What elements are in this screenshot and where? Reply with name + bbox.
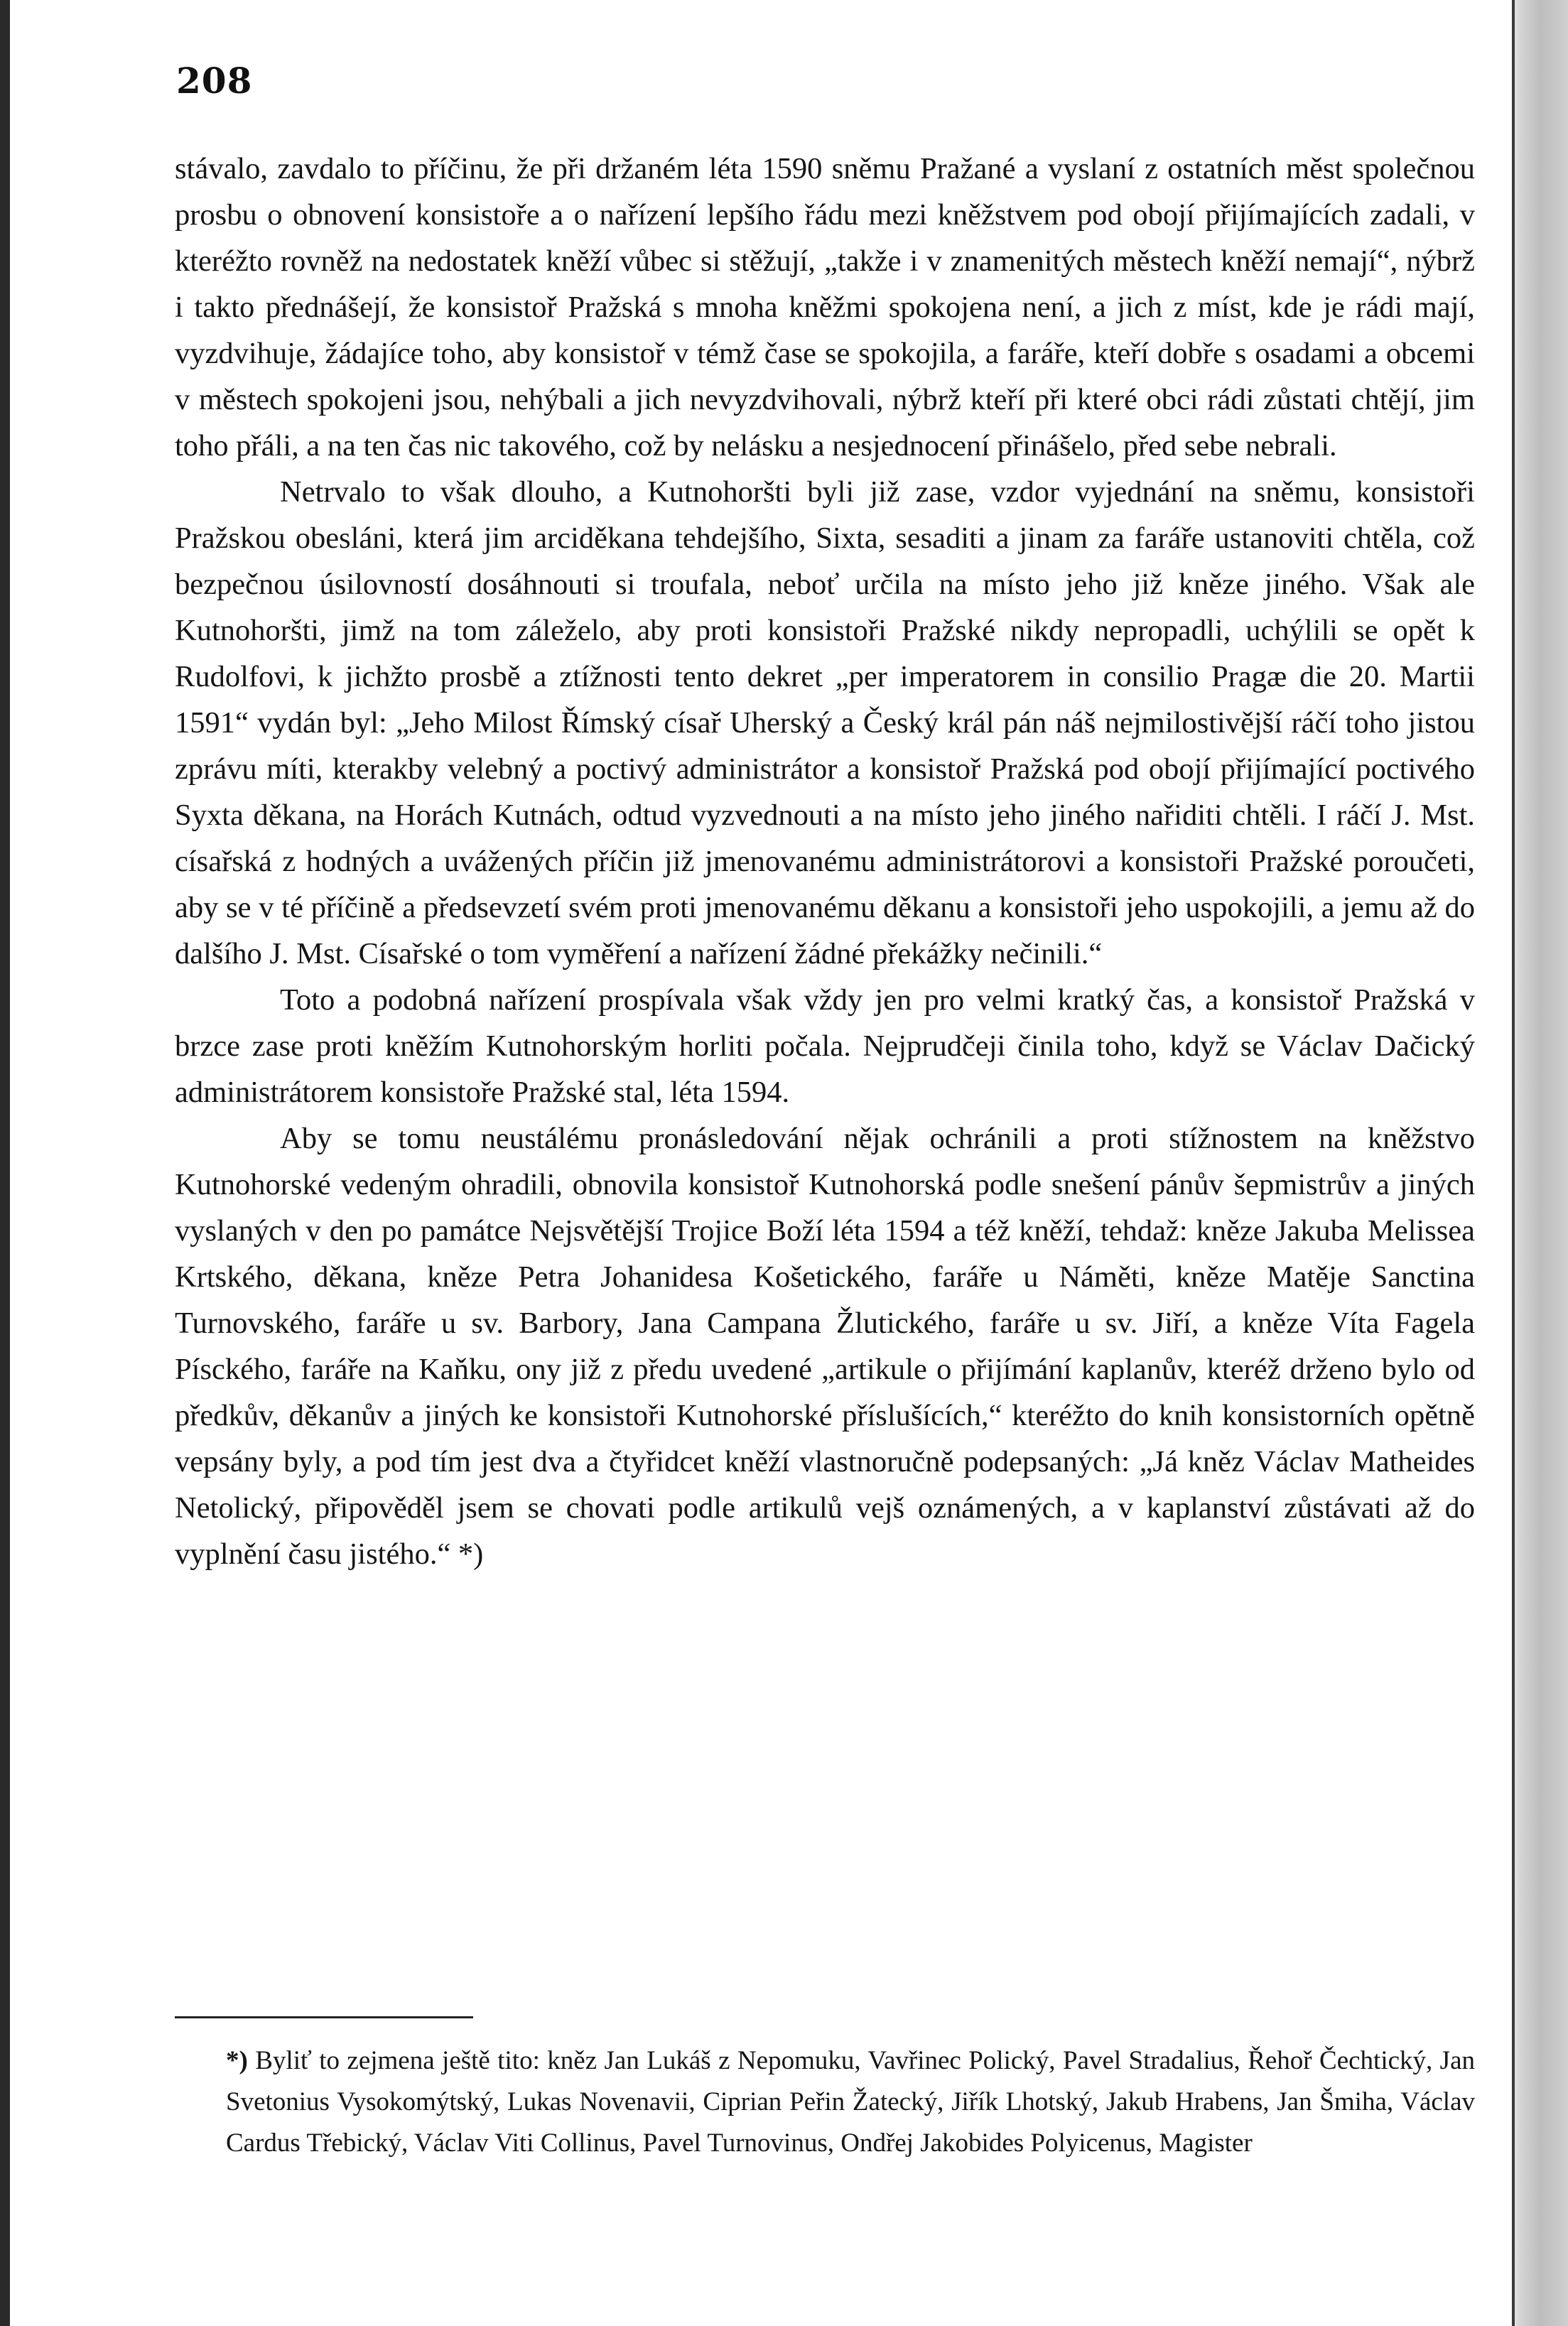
footnote bbox=[226, 2040, 1475, 2164]
footnote-divider bbox=[175, 2016, 473, 2018]
scan-left-edge bbox=[0, 0, 10, 2326]
paragraph-3: Toto a podobná nařízení prospívala však vždy jen pro velmi kratký čas, a konsistoř Pražská v brzce zase proti kněžím Kutnohorským horliti počala. Nejprudčeji činila toho, když se Václav Dačický administrátorem konsistoře Pražské stal, léta 1594. bbox=[175, 983, 1475, 1109]
footnote-marker: *) bbox=[226, 2046, 248, 2075]
footnote-text: Byliť to zejmena ještě tito: kněz Jan Lukáš z Nepomuku, Vavřinec Polický, Pavel Stradalius, Řehoř Čechtický, Jan Svetonius Vysokomýtský, Lukas Novenavii, Ciprian Peřin Žatecký, Jiřík Lhotský, Jakub Hrabens, Jan Šmiha, Václav Cardus Třebický, Václav Viti Collinus, Pavel Turnovinus, Ondřej Jakobides Polyicenus, Magister bbox=[226, 2046, 1476, 2158]
paragraph-2: Netrvalo to však dlouho, a Kutnohoršti byli již zase, vzdor vyjednání na sněmu, konsistoři Pražskou obesláni, která jim arciděkana tehdejšího, Sixta, sesaditi a jinam za faráře ustanoviti chtěla, což bezpečnou úsilovností dosáhnouti si troufala, neboť určila na místo jeho již kněze jiného. Však ale Kutnohoršti, jimž na tom záleželo, aby proti konsistoři Pražské nikdy nepropadli, uchýlili se opět k Rudolfovi, k jichžto prosbě a ztížnosti tento dekret „per imperatorem in consilio Pragæ die 20. Martii 1591“ vydán byl: „Jeho Milost Římský císař Uherský a Český král pán náš nejmilostivější ráčí toho jistou zprávu míti, kterakby velebný a poctivý administrátor a konsistoř Pražská pod obojí přijímající poctivého Syxta děkana, na Horách Kutnách, odtud vyzvednouti a na místo jeho jiného nařiditi chtěli. I ráčí J. Mst. císařská z hodných a uvážených příčin již jmenovanému administrátorovi a konsistoři Pražské poroučeti, aby se v té příčině a předsevzetí svém proti jmenovanému děkanu a konsistoři jeho uspokojili, a jemu až do dalšího J. Mst. Císařské o tom vyměření a nařízení žádné překážky nečinili.“ bbox=[175, 475, 1475, 970]
paragraph-4: Aby se tomu neustálému pronásledování nějak ochránili a proti stížnostem na kněžstvo Kutnohorské vedeným ohradili, obnovila konsistoř Kutnohorská podle snešení pánův šepmistrův a jiných vyslaných v den po památce Nejsvětější Trojice Boží léta 1594 a též kněží, tehdaž: kněze Jakuba Melissea Krtského, děkana, kněze Petra Johanidesa Košetického, faráře u Náměti, kněze Matěje Sanctina Turnovského, faráře u sv. Barbory, Jana Campana Žlutického, faráře u sv. Jiří, a kněze Víta Fagela Písckého, faráře na Kaňku, ony již z předu uvedené „artikule o přijímání kaplanův, kteréž drženo bylo od předkův, děkanův a jiných ke konsistoři Kutnohorské příslušících,“ kteréžto do knih konsistorních opětně vepsány byly, a pod tím jest dva a čtyřidcet kněží vlastnoručně podepsaných: „Já kněz Václav Matheides Netolický, připověděl jsem se chovati podle artikulů vejš oznámených, a v kaplanství zůstávati až do vyplnění času jistého.“ *) bbox=[175, 1122, 1475, 1571]
page-number: 208 bbox=[176, 60, 253, 102]
footnote-paragraph bbox=[226, 2040, 1475, 2164]
body-text bbox=[175, 146, 1475, 1577]
paragraph-1: stávalo, zavdalo to příčinu, že při držaném léta 1590 sněmu Pražané a vyslaní z ostatních měst společnou prosbu o obnovení konsistoře a o nařízení lepšího řádu mezi kněžstvem pod obojí přijímajících zadali, v kteréžto rovněž na nedostatek kněží vůbec si stěžují, „takže i v znamenitých městech kněží nemají“, nýbrž i takto přednášejí, že konsistoř Pražská s mnoha kněžmi spokojena není, a jich z míst, kde je rádi mají, vyzdvihuje, žádajíce toho, aby konsistoř v témž čase se spokojila, a faráře, kteří dobře s osadami a obcemi v městech spokojeni jsou, nehýbali a jich nevyzdvihovali, nýbrž kteří při které obci rádi zůstati chtějí, jim toho přáli, a na ten čas nic takového, což by nelásku a nesjednocení přinášelo, před sebe nebrali. bbox=[175, 152, 1475, 463]
scan-right-edge bbox=[1512, 0, 1568, 2326]
scan-right-edge-line bbox=[1512, 0, 1515, 2326]
